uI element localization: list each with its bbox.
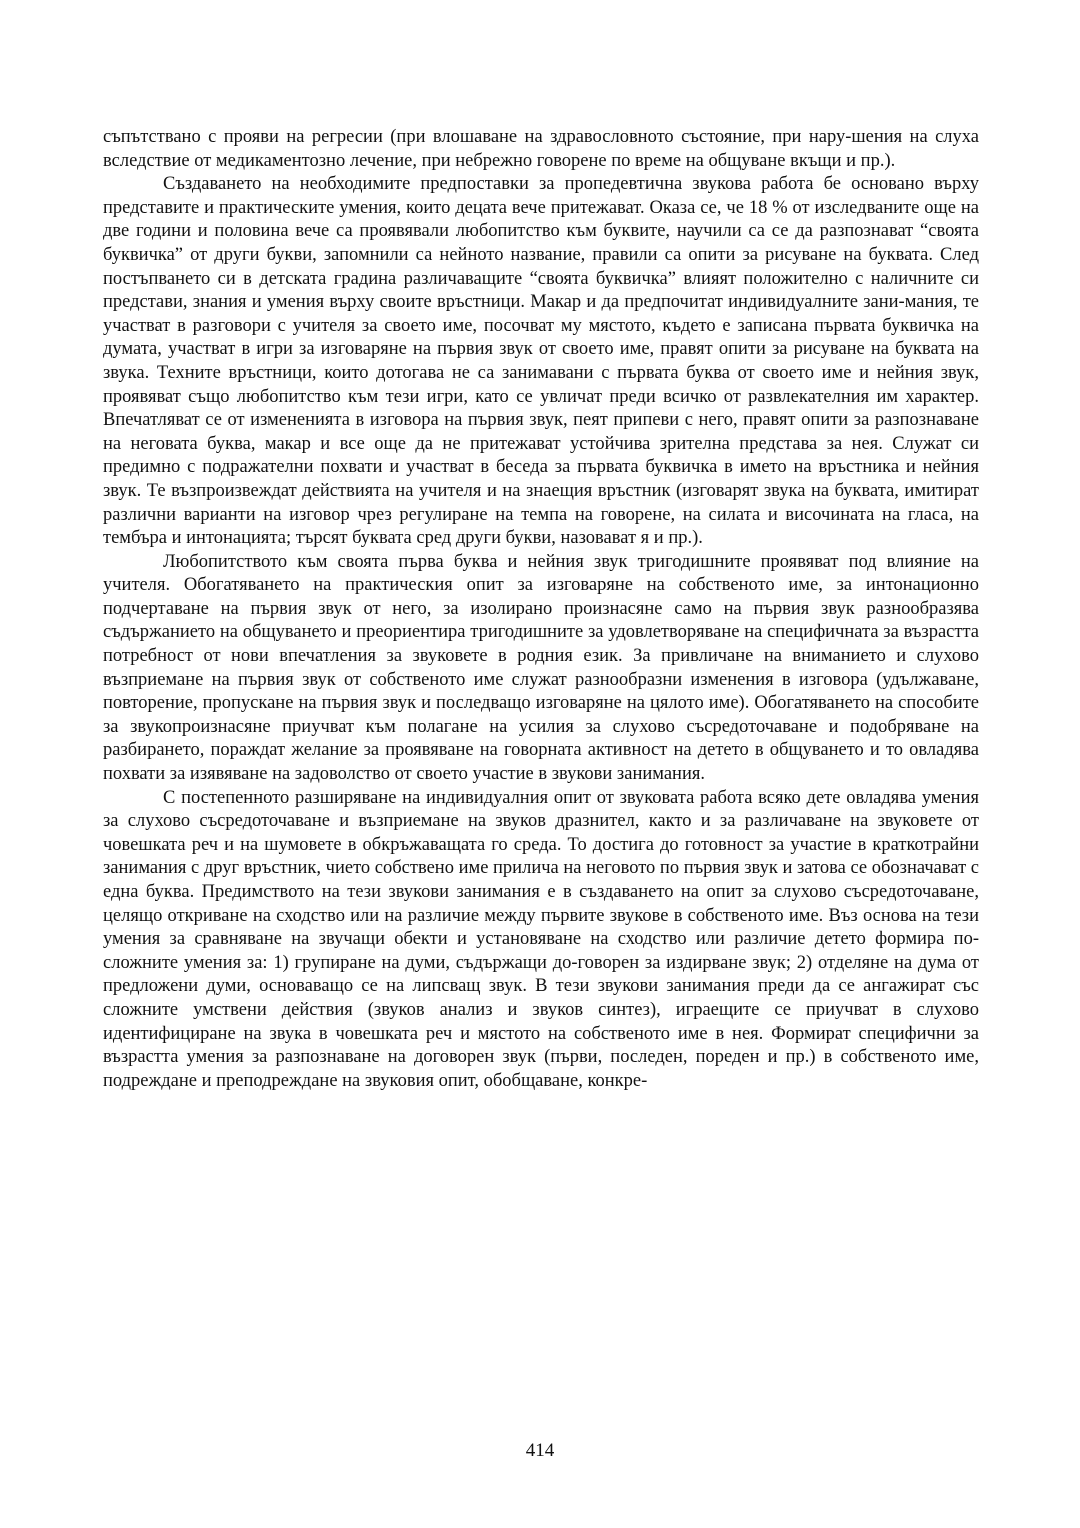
body-text [103, 126, 979, 1093]
paragraph-continuation: съпътствано с прояви на регресии (при влошаване на здравословното състояние, при нару-шения на слуха вследствие от медикаментозно лечение, при небрежно говорене по време на общуване вкъщи и пр.). [103, 127, 979, 171]
paragraph-three-year-olds: Любопитството към своята първа буква и нейния звук тригодишните проявяват под влияние на учителя. Обогатяването на практическия опит за изговаряне на собственото име, за интонационно подчертаване на първия звук от него, за изолирано произнасяне само на първия звук разнообразява съдържанието на общуването и преориентира тригодишните за удовлетворяване на специфичната за възрастта потребност от нови впечатления за звуковете в родния език. За привличане на вниманието и слухово възприемане на първия звук от собственото име служат разнообразни изменения в изговора (удължаване, повторение, пропускане на първия звук и последващо изговаряне на цялото име). Обогатяването на способите за звукопроизнасяне приучват към полагане на усилия за слухово съсредоточаване и подобряване на разбирането, пораждат желание за проявяване на говорната активност на детето в общуването и то овладява похвати за изявяване на задоволство от своето участие в звукови занимания. [103, 551, 979, 785]
paragraph-phonetic-preparation: Създаването на необходимите предпоставки за пропедевтична звукова работа бе основано върху представите и практическите умения, които децата вече притежават. Оказа се, че 18 % от изследваните още на две години и половина вече са проявявали любопитство към буквите, научили са се да разпознават “своята буквичка” от други букви, запомнили са нейното название, правили са опити за рисуване на буквата. След постъпването си в детската градина различаващите “своята буквичка” влияят положително с наличните си представи, знания и умения върху своите връстници. Макар и да предпочитат индивидуалните зани-мания, те участват в разговори с учителя за своето име, посочват му мястото, където е записана първата буквичка на думата, участват в игри за изговаряне на първия звук от своето име, правят опити за рисуване на буквата на звука. Техните връстници, които дотогава не са занимавани с първата буква от своето име и нейния звук, проявяват също любопитство към тези игри, като се увличат преди всичко от развлекателния им характер. Впечатляват се от измененията в изговора на първия звук, пеят припеви с него, правят опити за разпознаване на неговата буква, макар и все още да не притежават устойчива зрителна представа за нея. Служат си предимно с подражателни похвати и участват в беседа за първата буквичка в името на връстника и нейния звук. Те възпроизвеждат действията на учителя и на знаещия връстник (изговарят звука на буквата, имитират различни варианти на изговор чрез регулиране на темпа на говорене, на силата и височината на гласа, на тембъра и интонацията; търсят буквата сред други букви, назовават я и пр.). [103, 174, 979, 549]
page-number: 414 [525, 1440, 555, 1461]
paragraph-individual-experience: С постепенното разширяване на индивидуалния опит от звуковата работа всяко дете овладява умения за слухово съсредоточаване и възприемане на звуков дразнител, както и за различаване на звуковете от човешката реч и на шумовете в обкръжаващата го среда. То достига до готовност за участие в краткотрайни занимания с друг връстник, чието собствено име прилича на неговото по първия звук и затова се обозначават с една буква. Предимството на тези звукови занимания е в създаването на опит за слухово съсредоточаване, целящо откриване на сходство или на различие между първите звукове в собственото име. Въз основа на тези умения за сравняване на звучащи обекти и установяване на сходство или различие детето формира по-сложните умения за: 1) групиране на думи, съдържащи до-говорен за издирване звук; 2) отделяне на дума от предложени думи, основаващо се на липсващ звук. В тези звукови занимания преди да се ангажират със сложните умствени действия (звуков анализ и звуков синтез), играещите се приучват в слухово идентифициране на звука в човешката реч и мястото на собственото име в нея. Формират специфични за възрастта умения за разпознаване на договорен звук (първи, последен, пореден и пр.) в собственото име, подреждане и преподреждане на звуковия опит, обобщаване, конкре- [103, 787, 979, 1091]
